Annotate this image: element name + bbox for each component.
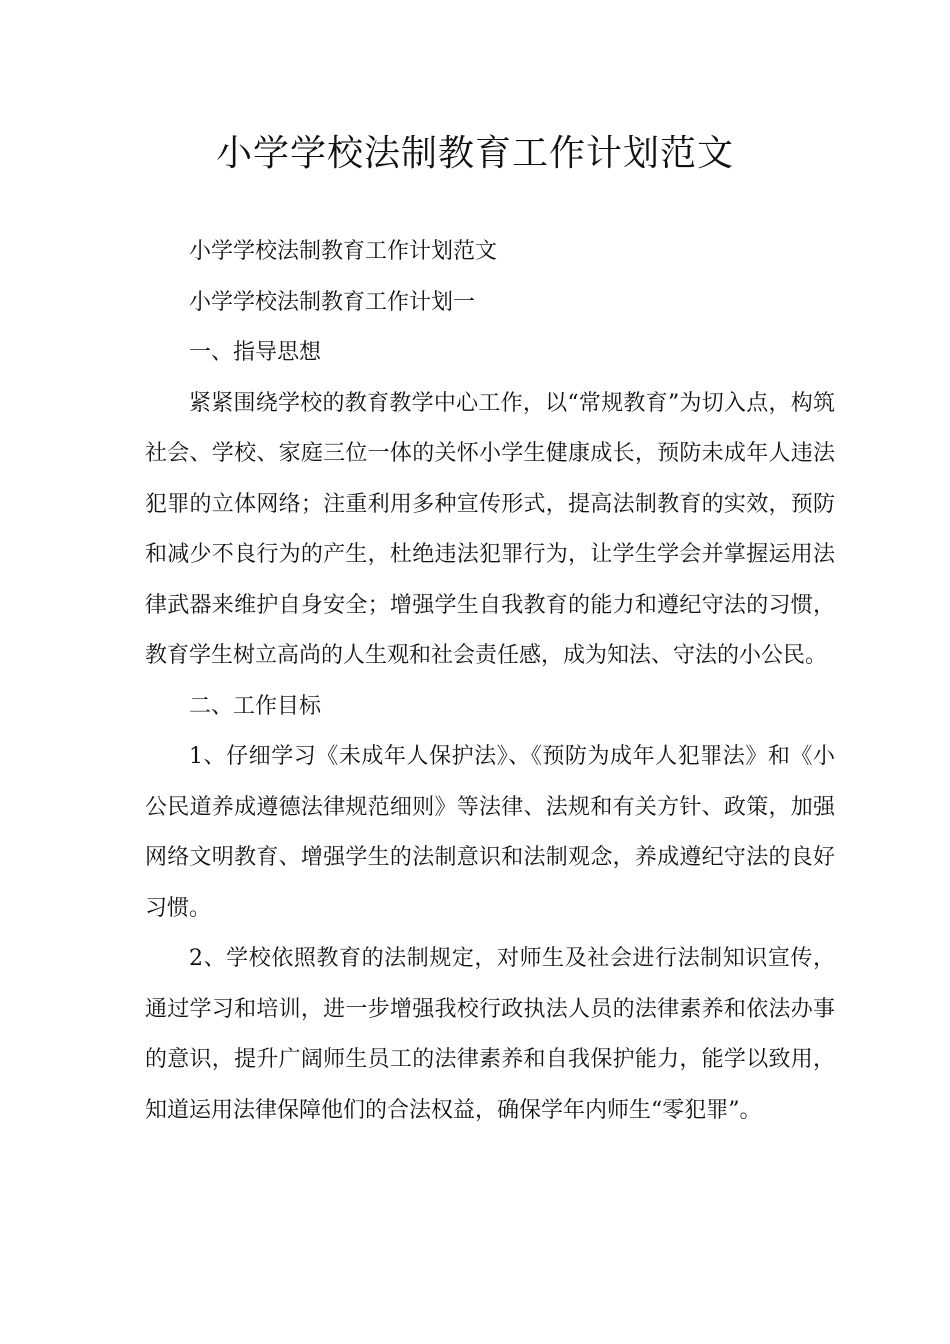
paragraph-subtitle: 小学学校法制教育工作计划范文 (189, 239, 498, 264)
paragraph-plan-heading: 小学学校法制教育工作计划一 (189, 289, 476, 315)
document-title: 小学学校法制教育工作计划范文 (215, 133, 734, 174)
document-body (145, 227, 835, 1136)
section-heading-guiding-ideology: 一、指导思想 (189, 340, 322, 365)
section-heading-work-goals: 二、工作目标 (189, 693, 322, 719)
paragraph-goal-1: 1、仔细学习《未成年人保护法》、《预防为成年人犯罪法》和《小公民道养成遵德法律规范细则》等法律、法规和有关方针、政策，加强网络文明教育、增强学生的法制意识和法制观念，养成遵纪守法的良好习惯。 (145, 744, 835, 921)
paragraph-goal-2: 2、学校依照教育的法制规定，对师生及社会进行法制知识宣传，通过学习和培训，进一步增强我校行政执法人员的法律素养和依法办事的意识，提升广阔师生员工的法律素养和自我保护能力，能学以致用，知道运用法律保障他们的合法权益，确保学年内师生“零犯罪”。 (145, 946, 835, 1123)
paragraph-guiding-ideology: 紧紧围绕学校的教育教学中心工作，以“常规教育”为切入点，构筑社会、学校、家庭三位一体的关怀小学生健康成长，预防未成年人违法犯罪的立体网络；注重利用多种宣传形式，提高法制教育的实效，预防和减少不良行为的产生，杜绝违法犯罪行为，让学生学会并掌握运用法律武器来维护自身安全；增强学生自我教育的能力和遵纪守法的习惯，教育学生树立高尚的人生观和社会责任感，成为知法、守法的小公民。 (145, 390, 835, 668)
